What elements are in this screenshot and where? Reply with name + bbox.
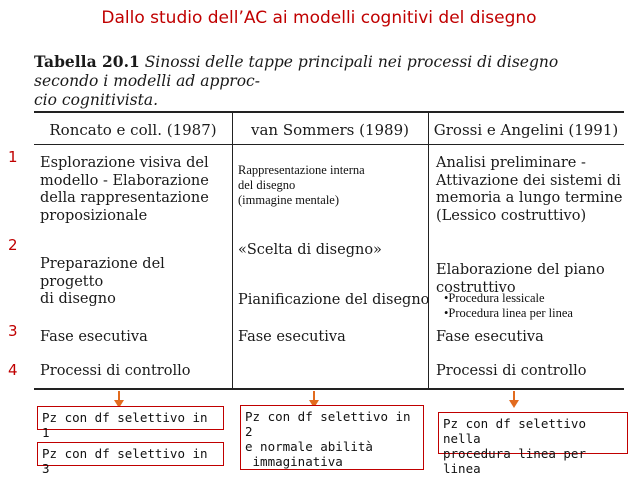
cell-line: (Lessico costruttivo) — [436, 207, 587, 224]
table-bottom-rule — [34, 388, 624, 390]
cell-line: •Procedura lessicale — [444, 291, 545, 305]
cell-line: di disegno — [40, 291, 116, 307]
box-line: procedura linea per linea — [443, 446, 586, 476]
arrow-down-icon — [509, 400, 519, 408]
cell-line: Elaborazione del piano — [436, 262, 605, 278]
cell-line: •Procedura linea per linea — [444, 306, 573, 320]
table-header-rule — [34, 144, 624, 145]
cell-grossi-row1 — [436, 155, 624, 225]
header-roncato: Roncato e coll. (1987) — [49, 121, 217, 139]
caption-text-line2: cio cognitivista. — [34, 91, 159, 109]
box-line: Pz con df selettivo nella — [443, 416, 586, 446]
note-box-deficit-3: Pz con df selettivo in 3 — [37, 442, 224, 466]
cell-line: proposizionale — [40, 207, 148, 224]
cell-roncato-row1 — [40, 155, 230, 225]
cell-line: del disegno — [238, 178, 296, 192]
column-divider-1 — [232, 112, 233, 388]
header-grossi-angelini: Grossi e Angelini (1991) — [433, 121, 619, 139]
header-van-sommers: van Sommers (1989) — [251, 121, 409, 139]
cell-roncato-row4: Processi di controllo — [40, 363, 191, 379]
caption-label: Tabella 20.1 — [34, 52, 140, 71]
cell-grossi-row3: Fase esecutiva — [436, 329, 544, 345]
slide-title: Dallo studio dell’AC ai modelli cognitivi del disegno — [101, 8, 537, 28]
note-box-line-by-line — [438, 412, 628, 476]
cell-line: modello - Elaborazione — [40, 172, 209, 189]
cell-line: della rappresentazione — [40, 190, 209, 206]
row-number-2: 2 — [8, 236, 18, 254]
row-number-4: 4 — [8, 361, 18, 379]
caption-text-line1: Sinossi delle tappe principali nei processi di disegno secondo i modelli ad approc- — [34, 53, 559, 90]
cell-line: Esplorazione visiva del — [40, 155, 209, 171]
cell-van-sommers-row2b: Pianificazione del disegno — [238, 292, 430, 308]
note-box-deficit-2 — [240, 405, 424, 470]
table-caption — [34, 52, 624, 110]
cell-van-sommers-row1 — [238, 163, 426, 208]
cell-line: memoria a lungo termine — [436, 190, 623, 206]
box-line: e normale abilità — [245, 439, 373, 454]
cell-roncato-row3: Fase esecutiva — [40, 329, 148, 345]
note-box-deficit-1: Pz con df selettivo in 1 — [37, 406, 224, 430]
row-number-1: 1 — [8, 148, 18, 166]
cell-roncato-row2 — [40, 256, 230, 309]
row-number-3: 3 — [8, 322, 18, 340]
cell-van-sommers-row2a: «Scelta di disegno» — [238, 242, 382, 258]
cell-line: (immagine mentale) — [238, 193, 340, 207]
cell-grossi-row4: Processi di controllo — [436, 363, 587, 379]
cell-line: Analisi preliminare - — [436, 155, 586, 171]
box-line: immaginativa — [245, 454, 343, 469]
cell-grossi-row2-procedures — [444, 291, 624, 321]
table-top-rule — [34, 111, 624, 113]
cell-van-sommers-row3: Fase esecutiva — [238, 329, 346, 345]
box-line: Pz con df selettivo in 2 — [245, 409, 411, 439]
cell-line: Attivazione dei sistemi di — [436, 172, 621, 189]
cell-line: Rappresentazione interna — [238, 163, 365, 177]
cell-line: Preparazione del progetto — [40, 256, 165, 290]
cell-line: costruttivo — [436, 279, 516, 296]
column-divider-2 — [428, 112, 429, 388]
